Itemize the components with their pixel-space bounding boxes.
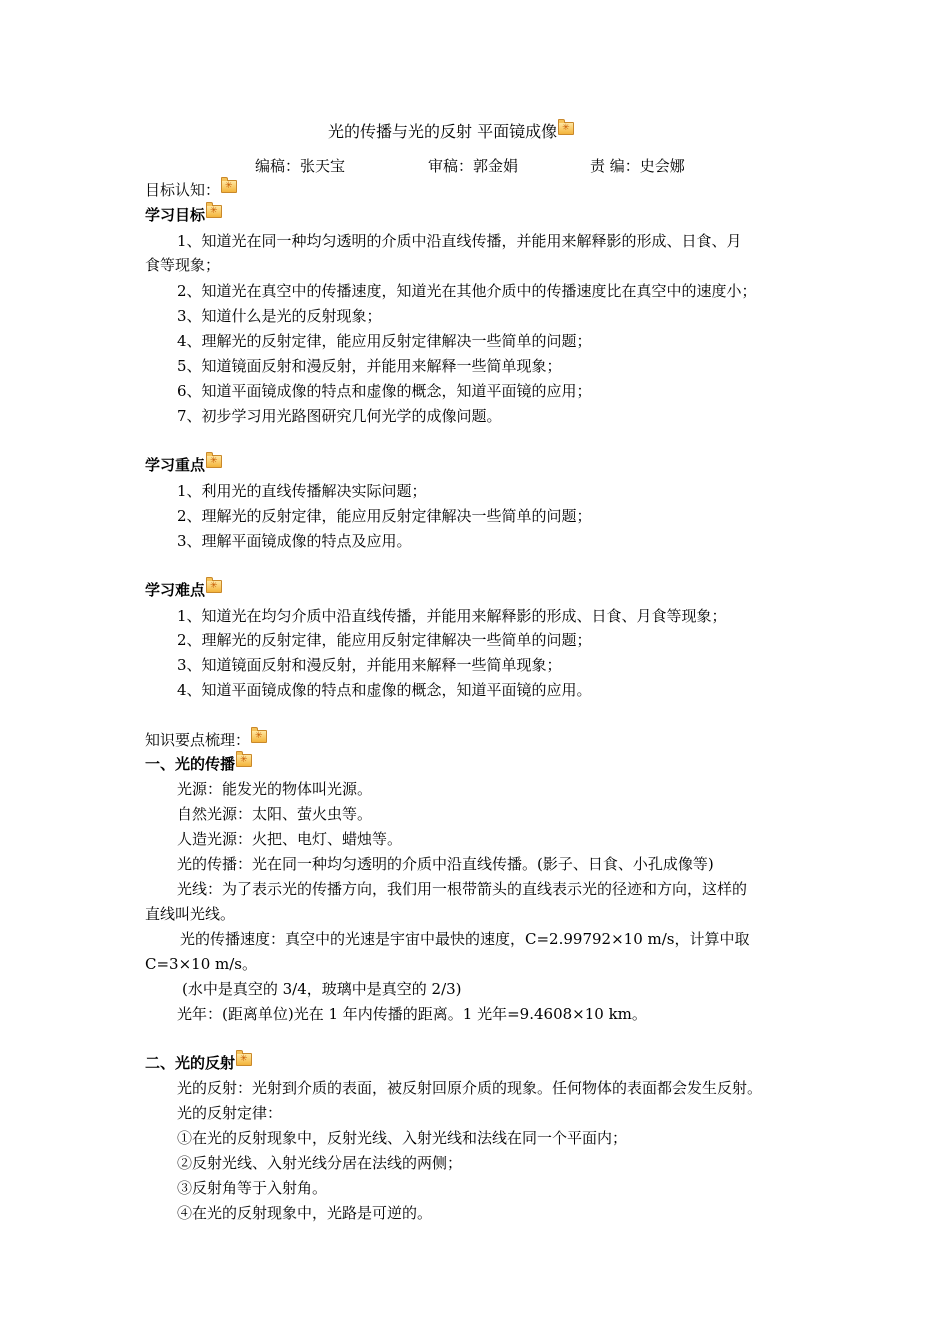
study-goals-heading: 学习目标✳ — [145, 205, 222, 225]
propagation-line: 光的传播：光在同一种均匀透明的介质中沿直线传播。(影子、日食、小孔成像等) — [177, 855, 714, 873]
propagation-line: 光线：为了表示光的传播方向，我们用一根带箭头的直线表示光的径迹和方向，这样的 — [177, 880, 748, 898]
study-goal-item: 5、知道镜面反射和漫反射，并能用来解释一些简单现象； — [177, 357, 562, 375]
study-goal-item: 1、知道光在同一种均匀透明的介质中沿直线传播，并能用来解释影的形成、日食、月 — [177, 232, 742, 250]
study-goal-item: 7、初步学习用光路图研究几何光学的成像问题。 — [177, 407, 502, 425]
folder-icon — [236, 1053, 252, 1066]
folder-icon — [221, 180, 237, 193]
title-text: 光的传播与光的反射 平面镜成像 — [328, 122, 558, 141]
propagation-line: 光的传播速度：真空中的光速是宇宙中最快的速度，C=2.99792×10 m/s，计算中取 — [180, 930, 750, 948]
document-title — [328, 122, 574, 142]
credit-editor: 编稿：张天宝 — [255, 157, 346, 175]
propagation-heading: 一、光的传播✳ — [145, 754, 252, 774]
key-points-heading: 学习重点✳ — [145, 455, 222, 475]
key-point-item: 3、理解平面镜成像的特点及应用。 — [177, 532, 412, 550]
difficult-point-item: 3、知道镜面反射和漫反射，并能用来解释一些简单现象； — [177, 656, 562, 674]
difficult-point-item: 2、理解光的反射定律，能应用反射定律解决一些简单的问题； — [177, 631, 592, 649]
study-goal-item: 3、知道什么是光的反射现象； — [177, 307, 382, 325]
folder-icon — [251, 730, 267, 743]
section-goals-heading: 目标认知：✳ — [145, 180, 237, 200]
folder-icon — [236, 754, 252, 767]
reflection-line: 光的反射：光射到介质的表面，被反射回原介质的现象。任何物体的表面都会发生反射。 — [177, 1079, 763, 1097]
folder-icon — [206, 455, 222, 468]
study-goal-item: 6、知道平面镜成像的特点和虚像的概念，知道平面镜的应用； — [177, 382, 592, 400]
propagation-line: C=3×10 m/s。 — [145, 955, 257, 973]
difficult-points-heading: 学习难点✳ — [145, 580, 222, 600]
study-goal-item: 4、理解光的反射定律，能应用反射定律解决一些简单的问题； — [177, 332, 592, 350]
credit-reviewer: 审稿：郭金娟 — [428, 157, 519, 175]
key-point-item: 2、理解光的反射定律，能应用反射定律解决一些简单的问题； — [177, 507, 592, 525]
propagation-line: 直线叫光线。 — [145, 905, 236, 923]
knowledge-heading: 知识要点梳理：✳ — [145, 730, 267, 750]
reflection-line: ①在光的反射现象中，反射光线、入射光线和法线在同一个平面内； — [177, 1129, 628, 1147]
folder-icon — [558, 122, 574, 135]
reflection-line: ②反射光线、入射光线分居在法线的两侧； — [177, 1154, 463, 1172]
propagation-line: 自然光源：太阳、萤火虫等。 — [177, 805, 373, 823]
reflection-line: 光的反射定律： — [177, 1104, 283, 1122]
propagation-line: 光年：(距离单位)光在 1 年内传播的距离。1 光年=9.4608×10 km。 — [177, 1005, 647, 1023]
reflection-line: ④在光的反射现象中，光路是可逆的。 — [177, 1204, 433, 1222]
study-goal-item: 2、知道光在真空中的传播速度，知道光在其他介质中的传播速度比在真空中的速度小； — [177, 282, 757, 300]
reflection-heading: 二、光的反射✳ — [145, 1053, 252, 1073]
reflection-line: ③反射角等于入射角。 — [177, 1179, 328, 1197]
propagation-line: 光源：能发光的物体叫光源。 — [177, 780, 373, 798]
credit-chief-editor: 责 编：史会娜 — [590, 157, 685, 175]
propagation-line: 人造光源：火把、电灯、蜡烛等。 — [177, 830, 403, 848]
propagation-line: (水中是真空的 3/4，玻璃中是真空的 2/3) — [182, 980, 462, 998]
study-goal-item: 食等现象； — [145, 256, 221, 274]
folder-icon — [206, 205, 222, 218]
difficult-point-item: 4、知道平面镜成像的特点和虚像的概念，知道平面镜的应用。 — [177, 681, 592, 699]
key-point-item: 1、利用光的直线传播解决实际问题； — [177, 482, 427, 500]
difficult-point-item: 1、知道光在均匀介质中沿直线传播，并能用来解释影的形成、日食、月食等现象； — [177, 607, 727, 625]
folder-icon — [206, 580, 222, 593]
